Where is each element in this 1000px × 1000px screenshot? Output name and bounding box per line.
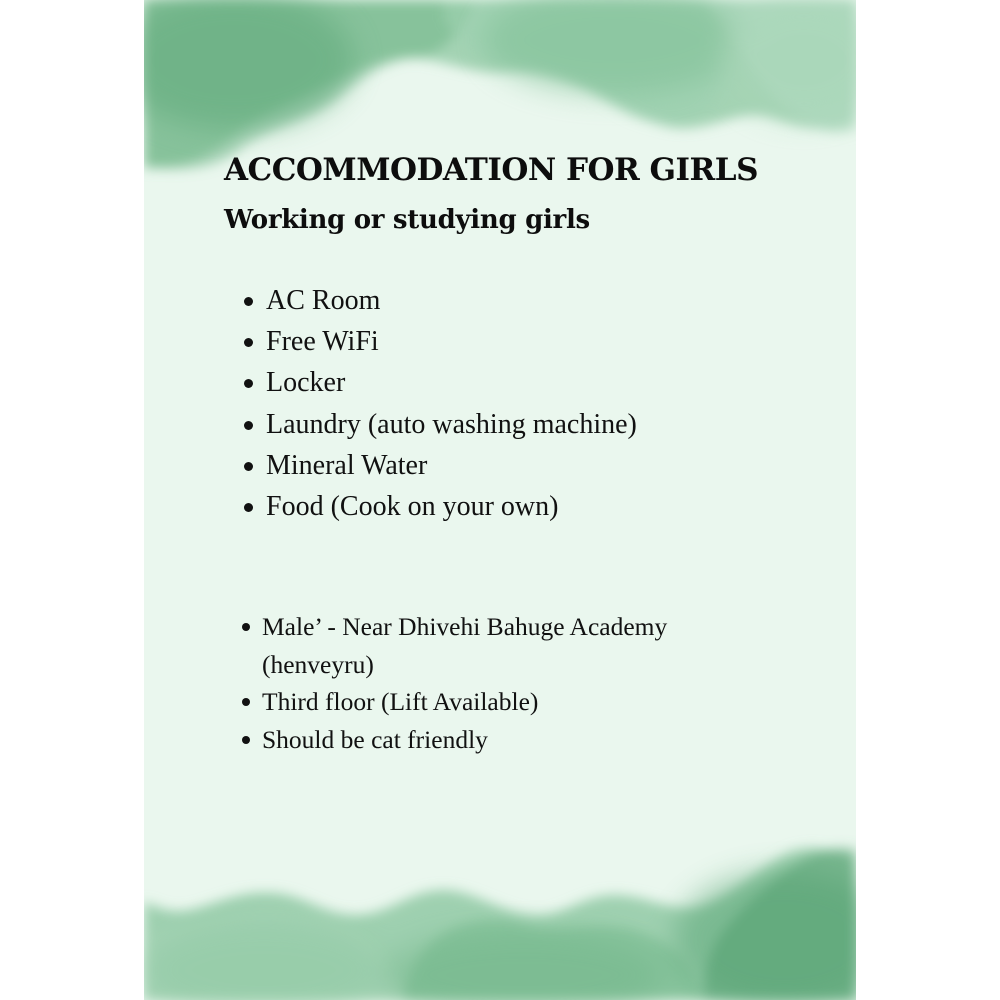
poster — [144, 0, 856, 1000]
list-item: Free WiFi — [224, 321, 637, 362]
page-title: ACCOMMODATION FOR GIRLS — [224, 152, 758, 188]
list-item: Food (Cook on your own) — [224, 486, 637, 527]
list-item: Laundry (auto washing machine) — [224, 404, 637, 445]
details-list — [224, 608, 784, 758]
list-item: Third floor (Lift Available) — [224, 683, 784, 721]
list-item: Mineral Water — [224, 445, 637, 486]
list-item: AC Room — [224, 280, 637, 321]
page-subtitle: Working or studying girls — [224, 205, 590, 235]
list-item: Male’ - Near Dhivehi Bahuge Academy (henveyru) — [224, 608, 784, 683]
list-item: Should be cat friendly — [224, 721, 784, 759]
list-item: Locker — [224, 362, 637, 403]
amenities-list — [224, 280, 637, 527]
